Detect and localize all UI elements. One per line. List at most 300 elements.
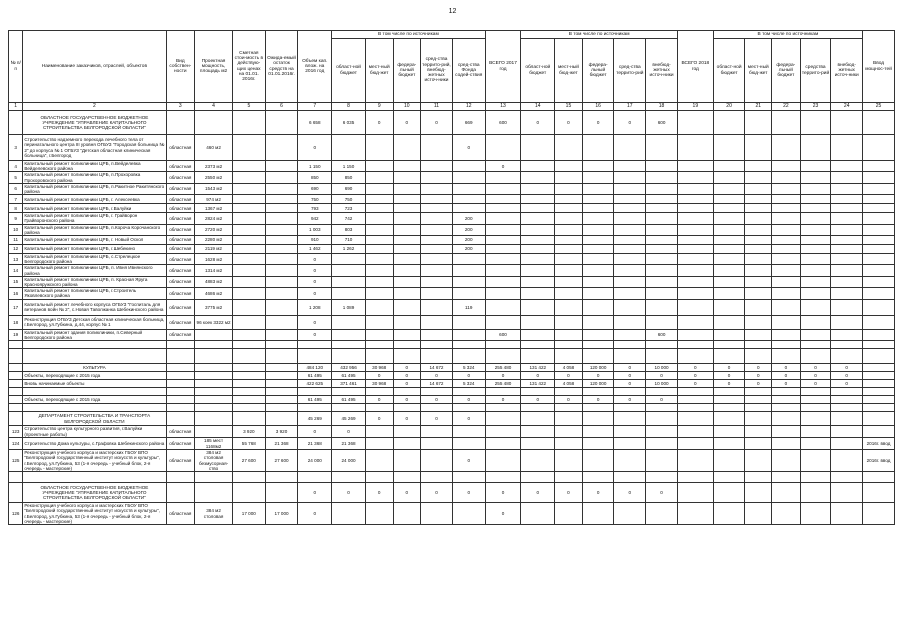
row-number-cell [9, 472, 23, 483]
table-cell [800, 245, 831, 254]
table-cell [831, 341, 863, 349]
table-cell [421, 288, 453, 299]
table-cell [195, 329, 233, 340]
table-cell [863, 364, 895, 372]
table-cell: 1628 м2 [195, 254, 233, 265]
table-cell: 3775 м2 [195, 299, 233, 315]
table-cell: 1 262 [332, 245, 366, 254]
table-cell [800, 438, 831, 450]
table-row [9, 450, 895, 472]
table-cell: 10 000 [646, 380, 678, 388]
table-cell [421, 135, 453, 161]
table-cell [831, 426, 863, 438]
table-cell [614, 315, 646, 329]
table-cell [582, 315, 614, 329]
table-cell: 0 [421, 412, 453, 426]
table-cell [831, 438, 863, 450]
column-index-cell: 6 [265, 103, 298, 111]
table-cell [772, 276, 801, 287]
table-row [9, 288, 895, 299]
header-extrabudgetary-2018: внебюд-жетных источ-ники [831, 39, 863, 103]
header-object-name: Наименование заказчиков, отраслей, объектов [23, 31, 166, 103]
table-cell [232, 204, 265, 213]
table-cell [485, 388, 521, 396]
row-number-cell: 5 [9, 172, 23, 183]
object-name-cell: Капитальный ремонт поликлиники ЦРБ, п.Вейделевка Вейделевского района [23, 161, 166, 172]
header-regional-budget-2017: област-ной бюджет [521, 39, 555, 103]
table-cell: 1 150 [332, 161, 366, 172]
table-cell [646, 288, 678, 299]
table-cell: 200 [452, 213, 485, 224]
table-cell: 119 [452, 299, 485, 315]
table-cell [365, 195, 393, 204]
table-cell [365, 236, 393, 245]
table-cell [582, 204, 614, 213]
table-cell [365, 265, 393, 276]
table-cell [232, 372, 265, 380]
table-cell [772, 315, 801, 329]
table-cell [555, 183, 583, 194]
table-cell [521, 224, 555, 235]
table-cell [677, 195, 713, 204]
table-cell: 0 [421, 483, 453, 503]
table-cell [521, 503, 555, 525]
table-cell [677, 329, 713, 340]
table-cell [555, 161, 583, 172]
table-cell [232, 161, 265, 172]
table-cell [265, 183, 298, 194]
table-cell: 0 [298, 503, 332, 525]
table-row [9, 438, 895, 450]
table-cell [831, 472, 863, 483]
table-cell [713, 315, 745, 329]
table-cell [745, 288, 772, 299]
table-cell [646, 341, 678, 349]
table-cell: 2016г. ввод [863, 450, 895, 472]
table-cell: 0 [713, 380, 745, 388]
table-cell: 2119 м2 [195, 245, 233, 254]
row-number-cell: 14 [9, 265, 23, 276]
table-cell [232, 472, 265, 483]
table-cell [555, 236, 583, 245]
table-cell [421, 472, 453, 483]
table-cell: 0 [521, 372, 555, 380]
table-cell [831, 503, 863, 525]
object-name-cell: Капитальный ремонт здания поликлиники, п.Северный Белгородского района [23, 329, 166, 340]
table-cell [800, 183, 831, 194]
table-cell [614, 412, 646, 426]
table-cell [521, 315, 555, 329]
header-row-number: № п/п [9, 31, 23, 103]
table-cell: 0 [831, 372, 863, 380]
table-cell [365, 254, 393, 265]
table-cell: 14 672 [421, 364, 453, 372]
table-cell [582, 183, 614, 194]
table-cell [452, 265, 485, 276]
table-cell [393, 195, 421, 204]
table-cell: 0 [485, 372, 521, 380]
table-cell [232, 315, 265, 329]
table-cell [863, 404, 895, 412]
table-cell [365, 161, 393, 172]
table-cell [713, 299, 745, 315]
table-cell [800, 172, 831, 183]
table-cell [452, 254, 485, 265]
table-cell [713, 472, 745, 483]
table-cell [521, 183, 555, 194]
table-cell [365, 299, 393, 315]
table-cell: 255 480 [485, 380, 521, 388]
table-cell [195, 426, 233, 438]
table-cell: 0 [421, 111, 453, 135]
column-index-cell: 2 [23, 103, 166, 111]
table-cell [365, 438, 393, 450]
table-cell [365, 172, 393, 183]
table-cell [800, 341, 831, 349]
table-cell [863, 111, 895, 135]
table-cell [745, 426, 772, 438]
table-cell [831, 349, 863, 364]
table-cell [555, 224, 583, 235]
table-cell [582, 412, 614, 426]
table-cell [800, 265, 831, 276]
header-sources-2017: В том числе по источникам [521, 31, 678, 39]
table-cell [646, 404, 678, 412]
header-total-2017: ВСЕГО 2017 год [485, 31, 521, 103]
header-ownership: Вид собствен-ности [166, 31, 195, 103]
table-cell [863, 372, 895, 380]
row-number-cell [9, 396, 23, 404]
table-cell [831, 315, 863, 329]
table-cell [555, 299, 583, 315]
table-cell [677, 438, 713, 450]
table-cell [677, 388, 713, 396]
table-cell [265, 224, 298, 235]
table-cell: 0 [555, 483, 583, 503]
table-cell [393, 438, 421, 450]
table-cell: 750 [298, 195, 332, 204]
table-cell: 0 [298, 276, 332, 287]
table-cell [745, 254, 772, 265]
table-cell [521, 349, 555, 364]
table-cell [555, 503, 583, 525]
header-territory-funds-2017: сред-ства террито-рий [614, 39, 646, 103]
table-cell [614, 213, 646, 224]
table-cell [646, 224, 678, 235]
table-cell [772, 483, 801, 503]
table-cell [555, 341, 583, 349]
table-cell: 0 [521, 396, 555, 404]
table-cell: 0 [452, 483, 485, 503]
table-cell [863, 472, 895, 483]
row-number-cell: 15 [9, 276, 23, 287]
table-cell [265, 349, 298, 364]
table-cell [745, 183, 772, 194]
table-cell: 0 [614, 372, 646, 380]
object-name-cell: КУЛЬТУРА [23, 364, 166, 372]
table-cell [646, 135, 678, 161]
table-cell [166, 396, 195, 404]
table-cell [365, 183, 393, 194]
table-row [9, 111, 895, 135]
row-number-cell: 12 [9, 245, 23, 254]
table-cell: 793 [298, 204, 332, 213]
table-cell [452, 349, 485, 364]
header-regional-budget-2016: област-ной бюджет [332, 39, 366, 103]
table-cell [831, 276, 863, 287]
table-cell [365, 204, 393, 213]
column-index-cell: 22 [772, 103, 801, 111]
table-cell [521, 213, 555, 224]
table-cell [677, 224, 713, 235]
table-cell [452, 388, 485, 396]
table-cell [863, 245, 895, 254]
table-row [9, 472, 895, 483]
table-cell: 0 [452, 135, 485, 161]
table-cell [265, 315, 298, 329]
object-name-cell: ОБЛАСТНОЕ ГОСУДАРСТВЕННОЕ БЮДЖЕТНОЕ УЧРЕЖДЕНИЕ "УПРАВЛЕНИЕ КАПИТАЛЬНОГО СТРОИТЕЛЬСТВА БЕЛГОРОДСКОЙ ОБЛАСТИ" [23, 111, 166, 135]
table-cell [365, 213, 393, 224]
table-cell: 0 [614, 111, 646, 135]
table-cell [582, 426, 614, 438]
table-cell [393, 183, 421, 194]
table-cell: 21 368 [298, 438, 332, 450]
table-row [9, 412, 895, 426]
table-cell [232, 288, 265, 299]
table-cell: 0 [800, 380, 831, 388]
table-cell: 0 [452, 412, 485, 426]
table-cell [166, 372, 195, 380]
table-cell [421, 195, 453, 204]
table-cell [677, 265, 713, 276]
row-number-cell [9, 349, 23, 364]
table-cell [772, 426, 801, 438]
table-row [9, 183, 895, 194]
table-cell: 0 [298, 426, 332, 438]
table-cell: 0 [332, 426, 366, 438]
table-cell: 17 000 [265, 503, 298, 525]
table-cell [582, 438, 614, 450]
table-cell [265, 299, 298, 315]
table-cell [393, 503, 421, 525]
table-cell [393, 213, 421, 224]
object-name-cell: Вновь начинаемые объекты [23, 380, 166, 388]
table-cell [393, 204, 421, 213]
row-number-cell: 126 [9, 503, 23, 525]
table-cell: 0 [614, 364, 646, 372]
table-cell: 0 [745, 364, 772, 372]
header-territory-funds-2016: сред-ства террито-рий, внебюд-жетных источ-ники [421, 39, 453, 103]
table-cell: 0 [393, 483, 421, 503]
table-cell: 2550 м2 [195, 172, 233, 183]
object-name-cell: Капитальный ремонт поликлиники ЦРБ, г. Алексеевка [23, 195, 166, 204]
table-cell [800, 412, 831, 426]
table-cell [713, 254, 745, 265]
table-cell [772, 299, 801, 315]
table-cell [772, 472, 801, 483]
table-cell [713, 135, 745, 161]
table-cell: 0 [582, 372, 614, 380]
table-cell [831, 299, 863, 315]
table-cell [332, 315, 366, 329]
table-cell [485, 135, 521, 161]
table-cell [800, 299, 831, 315]
table-cell [555, 135, 583, 161]
table-cell [800, 388, 831, 396]
table-cell [800, 349, 831, 364]
table-cell [452, 204, 485, 213]
table-cell [646, 299, 678, 315]
table-cell [232, 172, 265, 183]
table-cell [831, 161, 863, 172]
object-name-cell [23, 472, 166, 483]
column-index-cell: 21 [745, 103, 772, 111]
table-row [9, 172, 895, 183]
table-cell [677, 161, 713, 172]
column-index-cell: 16 [582, 103, 614, 111]
table-cell [582, 288, 614, 299]
table-cell [485, 341, 521, 349]
table-cell [393, 341, 421, 349]
table-cell: 0 [332, 483, 366, 503]
table-cell [452, 183, 485, 194]
table-cell: 200 [452, 224, 485, 235]
table-cell [452, 315, 485, 329]
object-name-cell: Капитальный ремонт поликлиники ЦРБ, г. Новый Оскол [23, 236, 166, 245]
column-index-cell: 11 [421, 103, 453, 111]
row-number-cell [9, 483, 23, 503]
table-cell [421, 349, 453, 364]
object-name-cell: Капитальный ремонт лечебного корпуса ОГБУЗ "Госпиталь для ветеранов войн № 2", с.Новая Таволжанка Шебекинского района [23, 299, 166, 315]
table-cell [582, 329, 614, 340]
table-cell: 0 [298, 315, 332, 329]
table-cell [582, 265, 614, 276]
table-cell [421, 172, 453, 183]
table-cell [646, 172, 678, 183]
table-cell [555, 329, 583, 340]
table-cell [521, 412, 555, 426]
table-cell: областная [166, 265, 195, 276]
table-row [9, 195, 895, 204]
row-number-cell [9, 111, 23, 135]
table-cell: 850 [298, 172, 332, 183]
table-cell [166, 341, 195, 349]
table-cell: 5 324 [452, 364, 485, 372]
object-name-cell: Капитальный ремонт поликлиники ЦРБ, с.Стрелецкое Белгородского района [23, 254, 166, 265]
row-number-cell [9, 380, 23, 388]
table-cell [232, 265, 265, 276]
table-cell: 30 968 [365, 364, 393, 372]
table-cell [646, 315, 678, 329]
table-cell [800, 161, 831, 172]
table-cell [452, 438, 485, 450]
table-cell: областная [166, 450, 195, 472]
table-cell [745, 276, 772, 287]
table-cell: 0 [831, 364, 863, 372]
table-body [9, 111, 895, 525]
column-index-cell: 18 [646, 103, 678, 111]
table-cell [800, 224, 831, 235]
header-estimated-cost: Сметная стои-мость в действую-щих ценах на 01.01. 2016г. [232, 31, 265, 103]
table-cell: 0 [646, 396, 678, 404]
table-cell [421, 299, 453, 315]
table-cell: 1314 м2 [195, 265, 233, 276]
table-cell [485, 288, 521, 299]
table-cell: 690 [298, 183, 332, 194]
table-cell [265, 341, 298, 349]
row-number-cell [9, 388, 23, 396]
row-number-cell: 18 [9, 315, 23, 329]
table-cell [745, 111, 772, 135]
table-cell [863, 195, 895, 204]
table-cell: 0 [713, 372, 745, 380]
table-cell: 0 [365, 483, 393, 503]
table-cell [831, 412, 863, 426]
table-cell: 1 150 [298, 161, 332, 172]
table-cell [745, 161, 772, 172]
table-cell [365, 135, 393, 161]
table-cell [393, 276, 421, 287]
table-cell: областная [166, 204, 195, 213]
table-cell [677, 450, 713, 472]
table-cell [555, 276, 583, 287]
table-cell: 1367 м2 [195, 204, 233, 213]
table-cell [232, 388, 265, 396]
object-name-cell: Капитальный ремонт поликлиники ЦРБ, г. Грайворон Грайворонского района [23, 213, 166, 224]
table-cell [713, 213, 745, 224]
table-cell [646, 276, 678, 287]
column-index-cell: 24 [831, 103, 863, 111]
table-cell: 4883 м2 [195, 276, 233, 287]
table-cell [745, 236, 772, 245]
table-cell [713, 412, 745, 426]
table-cell [863, 172, 895, 183]
table-cell [614, 329, 646, 340]
table-cell [265, 329, 298, 340]
table-cell: областная [166, 245, 195, 254]
table-cell: 4 058 [555, 364, 583, 372]
table-cell [485, 213, 521, 224]
table-cell [713, 111, 745, 135]
table-cell [863, 426, 895, 438]
table-row [9, 426, 895, 438]
table-cell [166, 364, 195, 372]
table-cell [421, 245, 453, 254]
table-cell [831, 329, 863, 340]
table-cell [772, 349, 801, 364]
table-cell [713, 503, 745, 525]
table-cell: областная [166, 438, 195, 450]
header-local-budget-2017: мест-ный бюд-жет [555, 39, 583, 103]
table-row [9, 236, 895, 245]
column-index-cell: 7 [298, 103, 332, 111]
table-cell [265, 483, 298, 503]
table-cell [485, 472, 521, 483]
table-cell [485, 195, 521, 204]
table-cell: 0 [831, 380, 863, 388]
table-cell [677, 349, 713, 364]
table-cell [195, 349, 233, 364]
table-cell: 0 [421, 372, 453, 380]
table-cell [677, 472, 713, 483]
table-cell [713, 388, 745, 396]
table-cell [677, 236, 713, 245]
table-row [9, 380, 895, 388]
table-cell [800, 329, 831, 340]
table-cell: 1 462 [298, 245, 332, 254]
object-name-cell: Объекты, переходящие с 2015 года [23, 372, 166, 380]
table-cell: 0 [393, 396, 421, 404]
